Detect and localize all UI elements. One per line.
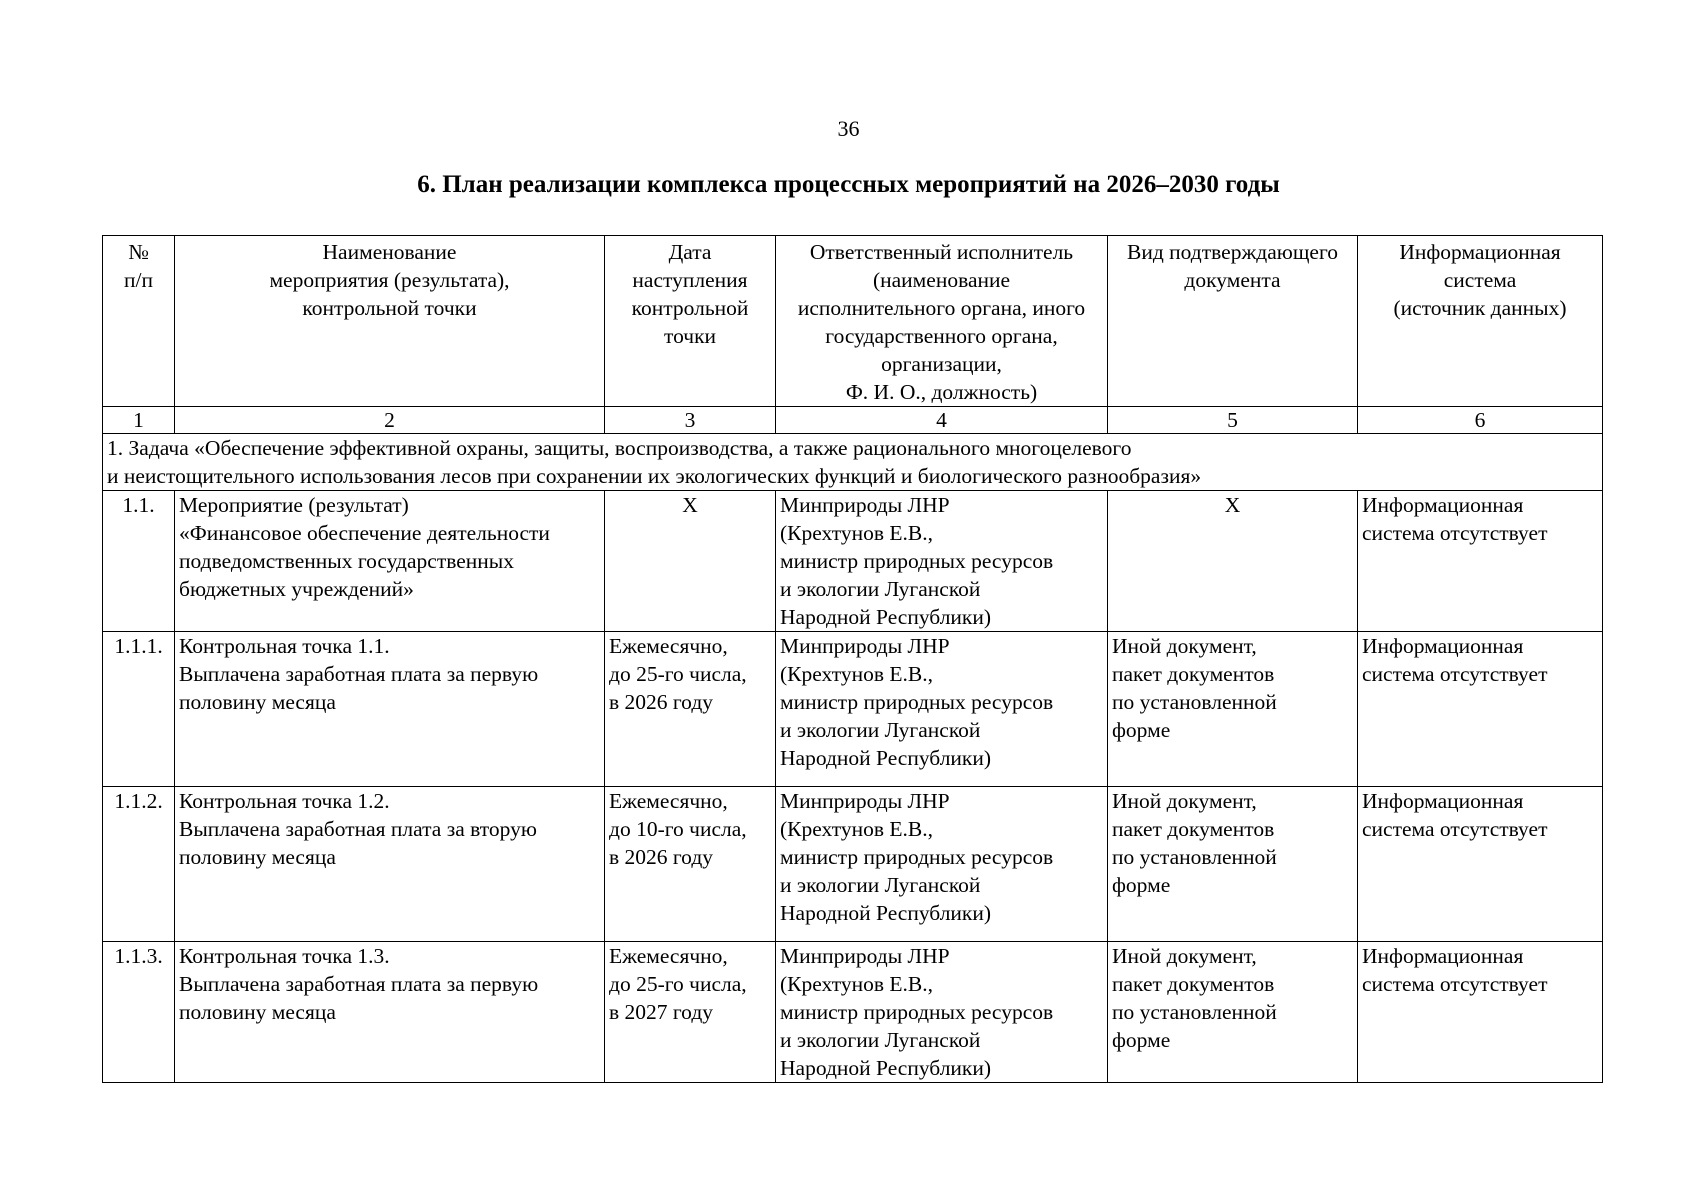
row-date: Ежемесячно, до 10-го числа, в 2026 году bbox=[605, 787, 776, 942]
plan-table bbox=[102, 235, 1603, 1083]
row-document: Иной документ, пакет документов по установленной форме bbox=[1108, 787, 1358, 942]
row-number: 1.1.1. bbox=[103, 632, 175, 787]
header-date: Дата наступления контрольной точки bbox=[605, 236, 776, 407]
header-responsible: Ответственный исполнитель (наименование исполнительного органа, иного государственного органа, организации, Ф. И. О., должность) bbox=[776, 236, 1108, 407]
row-system: Информационная система отсутствует bbox=[1358, 787, 1603, 942]
row-document: X bbox=[1108, 491, 1358, 632]
row-name: Мероприятие (результат) «Финансовое обеспечение деятельности подведомственных государственных бюджетных учреждений» bbox=[175, 491, 605, 632]
column-number: 1 bbox=[103, 407, 175, 434]
header-row bbox=[103, 236, 1603, 407]
row-system: Информационная система отсутствует bbox=[1358, 942, 1603, 1083]
row-system: Информационная система отсутствует bbox=[1358, 491, 1603, 632]
page-number: 36 bbox=[837, 116, 860, 141]
column-number: 5 bbox=[1108, 407, 1358, 434]
row-name: Контрольная точка 1.1. Выплачена заработная плата за первую половину месяца bbox=[175, 632, 605, 787]
row-document: Иной документ, пакет документов по установленной форме bbox=[1108, 942, 1358, 1083]
row-number: 1.1.2. bbox=[103, 787, 175, 942]
row-responsible: Минприроды ЛНР (Крехтунов Е.В., министр природных ресурсов и экологии Луганской Народной Республики) bbox=[776, 632, 1108, 787]
table-row bbox=[103, 632, 1603, 787]
column-number: 6 bbox=[1358, 407, 1603, 434]
task-text: 1. Задача «Обеспечение эффективной охраны, защиты, воспроизводства, а также рационального многоцелевого и неистощительного использования лесов при сохранении их экологических функций и биологического разнообразия» bbox=[103, 434, 1603, 491]
table-row bbox=[103, 787, 1603, 942]
header-document: Вид подтверждающего документа bbox=[1108, 236, 1358, 407]
header-system: Информационная система (источник данных) bbox=[1358, 236, 1603, 407]
row-date: Ежемесячно, до 25-го числа, в 2026 году bbox=[605, 632, 776, 787]
column-number: 3 bbox=[605, 407, 776, 434]
row-responsible: Минприроды ЛНР (Крехтунов Е.В., министр природных ресурсов и экологии Луганской Народной Республики) bbox=[776, 787, 1108, 942]
row-name: Контрольная точка 1.2. Выплачена заработная плата за вторую половину месяца bbox=[175, 787, 605, 942]
header-name: Наименование мероприятия (результата), контрольной точки bbox=[175, 236, 605, 407]
page-title: 6. План реализации комплекса процессных мероприятий на 2026–2030 годы bbox=[417, 171, 1280, 198]
row-responsible: Минприроды ЛНР (Крехтунов Е.В., министр природных ресурсов и экологии Луганской Народной Республики) bbox=[776, 491, 1108, 632]
row-name: Контрольная точка 1.3. Выплачена заработная плата за первую половину месяца bbox=[175, 942, 605, 1083]
column-number: 2 bbox=[175, 407, 605, 434]
row-date: Ежемесячно, до 25-го числа, в 2027 году bbox=[605, 942, 776, 1083]
header-num: № п/п bbox=[103, 236, 175, 407]
column-numbers-row bbox=[103, 407, 1603, 434]
row-number: 1.1. bbox=[103, 491, 175, 632]
row-date: X bbox=[605, 491, 776, 632]
row-document: Иной документ, пакет документов по установленной форме bbox=[1108, 632, 1358, 787]
column-number: 4 bbox=[776, 407, 1108, 434]
table-row bbox=[103, 491, 1603, 632]
task-row bbox=[103, 434, 1603, 491]
table-row bbox=[103, 942, 1603, 1083]
row-number: 1.1.3. bbox=[103, 942, 175, 1083]
row-system: Информационная система отсутствует bbox=[1358, 632, 1603, 787]
row-responsible: Минприроды ЛНР (Крехтунов Е.В., министр природных ресурсов и экологии Луганской Народной Республики) bbox=[776, 942, 1108, 1083]
